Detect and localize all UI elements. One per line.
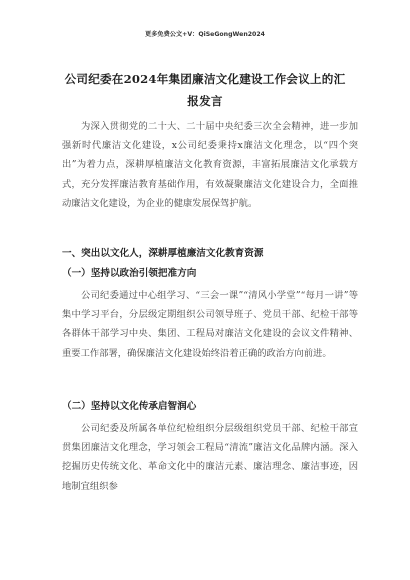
document-title: 公司纪委在2024年集团廉洁文化建设工作会议上的汇报发言 bbox=[64, 72, 346, 108]
subsection-paragraph-1: 公司纪委通过中心组学习、“三会一课”“清风小学堂”“每月一讲”等集中学习平台，分层级定期组织公司领导班子、党员干部、纪检干部等各群体干部学习中央、集团、工程局对廉洁文化建设的会议文件精神、重要工作部署，确保廉洁文化建设始终沿着正确的政治方向前进。 bbox=[62, 290, 358, 359]
subsection-paragraph-2: 公司纪委及所属各单位纪检组织分层级组织党员干部、纪检干部宣贯集团廉洁文化理念，学习领会工程局“清流”廉洁文化品牌内涵。深入挖掘历史传统文化、革命文化中的廉洁元素、廉洁理念、廉洁事迹，因地制宜组织参 bbox=[62, 423, 358, 492]
section-heading-1: 一、突出以文化人，深耕厚植廉洁文化教育资源 bbox=[62, 248, 264, 259]
subsection-heading-1: （一）坚持以政治引领把准方向 bbox=[62, 268, 197, 279]
intro-paragraph: 为深入贯彻党的二十大、二十届中央纪委三次全会精神，进一步加强新时代廉洁文化建设，x公司纪委秉持x廉洁文化理念，以“四个突出”为着力点，深耕厚植廉洁文化教育资源，丰富拓展廉洁文化承载方式，充分发挥廉洁教育基础作用，有效凝聚廉洁文化建设合力，全面推动廉洁文化建设，为企业的健康发展保驾护航。 bbox=[62, 121, 358, 209]
header-note: 更多免费公文+V：QiSeGongWen2024 bbox=[145, 31, 265, 38]
subsection-heading-2: （二）坚持以文化传承启智润心 bbox=[62, 401, 197, 412]
